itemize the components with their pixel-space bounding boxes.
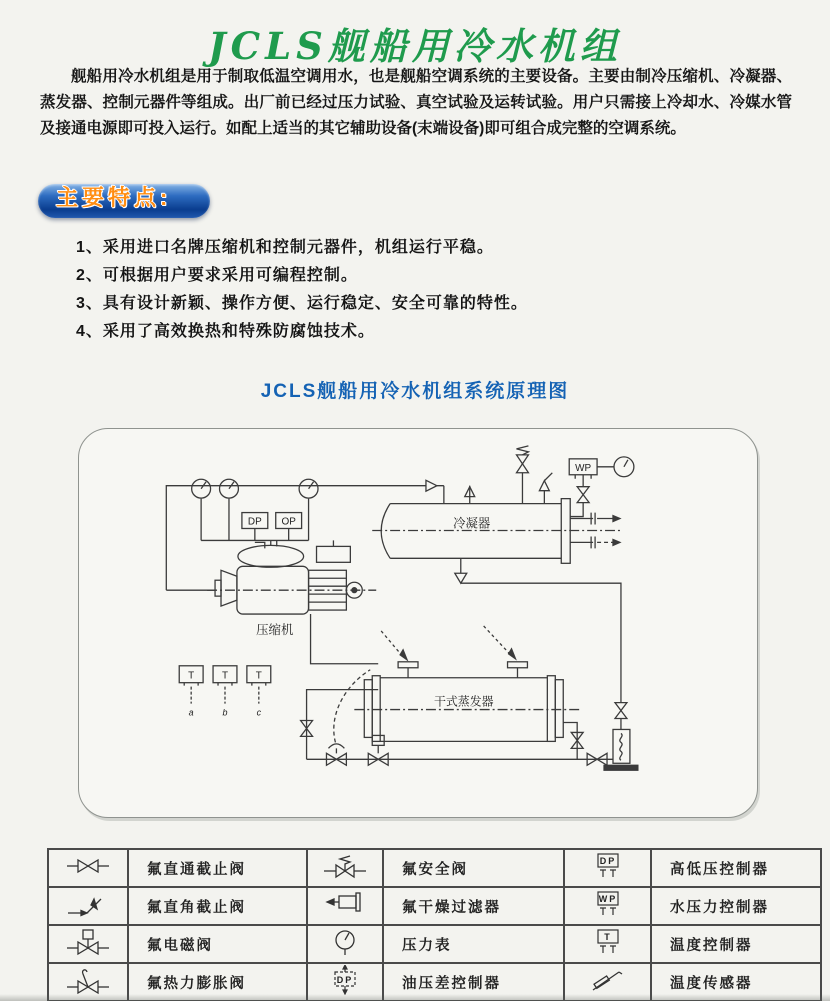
- legend-label: 温度传感器: [651, 963, 821, 1001]
- flow-arrow-icon: [613, 516, 620, 522]
- thermal-expansion-valve-symbol: [63, 965, 113, 995]
- bottom-liquid-line: [307, 670, 613, 766]
- svg-text:T: T: [603, 932, 612, 942]
- discharge-pipe: [166, 480, 474, 590]
- pressure-gauge-icon: [299, 479, 318, 498]
- dp-controller-box: [242, 513, 268, 541]
- flow-arrow-icon: [613, 539, 620, 545]
- sensor-lead: [484, 626, 512, 656]
- legend-label: 氟安全阀: [383, 849, 564, 887]
- filter-drier-group: [587, 703, 638, 771]
- page-title: JCLS舰船用冷水机组: [208, 24, 622, 68]
- temperature-controllers: [179, 666, 271, 718]
- legend-label: 氟电磁阀: [128, 925, 307, 963]
- legend-table: [47, 848, 822, 1001]
- solenoid-valve-symbol: [63, 927, 113, 957]
- svg-text:T: T: [188, 670, 195, 682]
- op-controller-box: [276, 513, 302, 541]
- oil-pressure-diff-controller-symbol: [320, 965, 370, 995]
- evaporator-label: 干式蒸发器: [433, 694, 494, 709]
- water-pressure-controller-symbol: [583, 889, 633, 919]
- wp-controller-box: [569, 457, 634, 517]
- svg-text:WP: WP: [598, 894, 617, 904]
- temperature-controller-symbol: [583, 927, 633, 957]
- angle-valve-icon: [455, 573, 467, 583]
- pressure-gauge-symbol: [320, 927, 370, 957]
- high-low-pressure-controller-symbol: [583, 851, 633, 881]
- pressure-gauge-icon: [220, 479, 239, 498]
- compressor-group: [166, 540, 376, 637]
- svg-text:DP: DP: [599, 856, 616, 866]
- system-diagram: [78, 428, 758, 818]
- legend-label: 水压力控制器: [651, 887, 821, 925]
- safety-valve-symbol: [320, 851, 370, 881]
- evaporator-outlet-pipe: [563, 722, 577, 759]
- diagram-title: JCLS舰船用冷水机组系统原理图: [260, 381, 570, 402]
- svg-text:T: T: [255, 670, 262, 682]
- legend-row: [48, 963, 821, 1001]
- legend-row: [48, 925, 821, 963]
- legend-label: 温度控制器: [651, 925, 821, 963]
- system-diagram-drawing: [79, 429, 757, 817]
- svg-text:b: b: [222, 707, 228, 718]
- legend-label: 氟热力膨胀阀: [128, 963, 307, 1001]
- straight-stop-valve-symbol: [63, 851, 113, 881]
- feature-item: 1、采用进口名牌压缩机和控制元器件，机组运行平稳。: [76, 239, 494, 256]
- feature-item: 2、可根据用户要求采用可编程控制。: [76, 267, 358, 284]
- legend-row: [48, 887, 821, 925]
- features-badge: [38, 184, 210, 218]
- drier-filter-symbol: [320, 889, 370, 919]
- angle-stop-valve-symbol: [63, 889, 113, 919]
- legend-label: 氟直通截止阀: [128, 849, 307, 887]
- solenoid-valve-icon: [368, 735, 388, 765]
- legend-row: [48, 849, 821, 887]
- stop-valve-icon: [615, 703, 627, 711]
- temperature-sensor-symbol: [583, 965, 633, 995]
- svg-text:DP: DP: [336, 975, 354, 985]
- legend-label: 氟直角截止阀: [128, 887, 307, 925]
- legend-label: 氟干燥过滤器: [383, 887, 564, 925]
- compressor-label: 压缩机: [256, 622, 294, 637]
- svg-text:T: T: [221, 670, 229, 682]
- evaporator-group: [354, 626, 582, 741]
- features-badge-label: 主要特点:: [56, 184, 172, 210]
- intro-paragraph: 舰船用冷水机组是用于制取低温空调用水，也是舰船空调系统的主要设备。主要由制冷压缩机、冷凝器、蒸发器、控制元器件等组成。出厂前已经过压力试验、真空试验及运转试验。用户只需接上冷却水、冷媒水管及接通电源即可投入运行。如配上适当的其它辅助设备(末端设备)即可组合成完整的空调系统。: [40, 68, 792, 137]
- sensor-lead: [381, 631, 403, 657]
- feature-item: 3、具有设计新颖、操作方便、运行稳定、安全可靠的特性。: [76, 295, 528, 312]
- feature-item: 4、采用了高效换热和特殊防腐蚀技术。: [76, 323, 375, 340]
- features-list: [76, 234, 756, 346]
- check-valve-icon: [426, 480, 437, 491]
- svg-text:c: c: [256, 707, 262, 718]
- condenser-group: [372, 499, 622, 564]
- liquid-pipe: [455, 558, 621, 702]
- condenser-label: 冷凝器: [453, 516, 491, 531]
- charging-valve-icon: [539, 473, 552, 504]
- pressure-gauge-icon: [192, 479, 211, 498]
- svg-text:a: a: [188, 707, 194, 718]
- legend-label: 高低压控制器: [651, 849, 821, 887]
- svg-text:OP: OP: [281, 516, 296, 528]
- legend-label: 压力表: [383, 925, 564, 963]
- svg-text:WP: WP: [575, 462, 592, 474]
- svg-text:DP: DP: [247, 516, 262, 528]
- safety-valve-icon: [516, 446, 528, 504]
- legend-label: 油压差控制器: [383, 963, 564, 1001]
